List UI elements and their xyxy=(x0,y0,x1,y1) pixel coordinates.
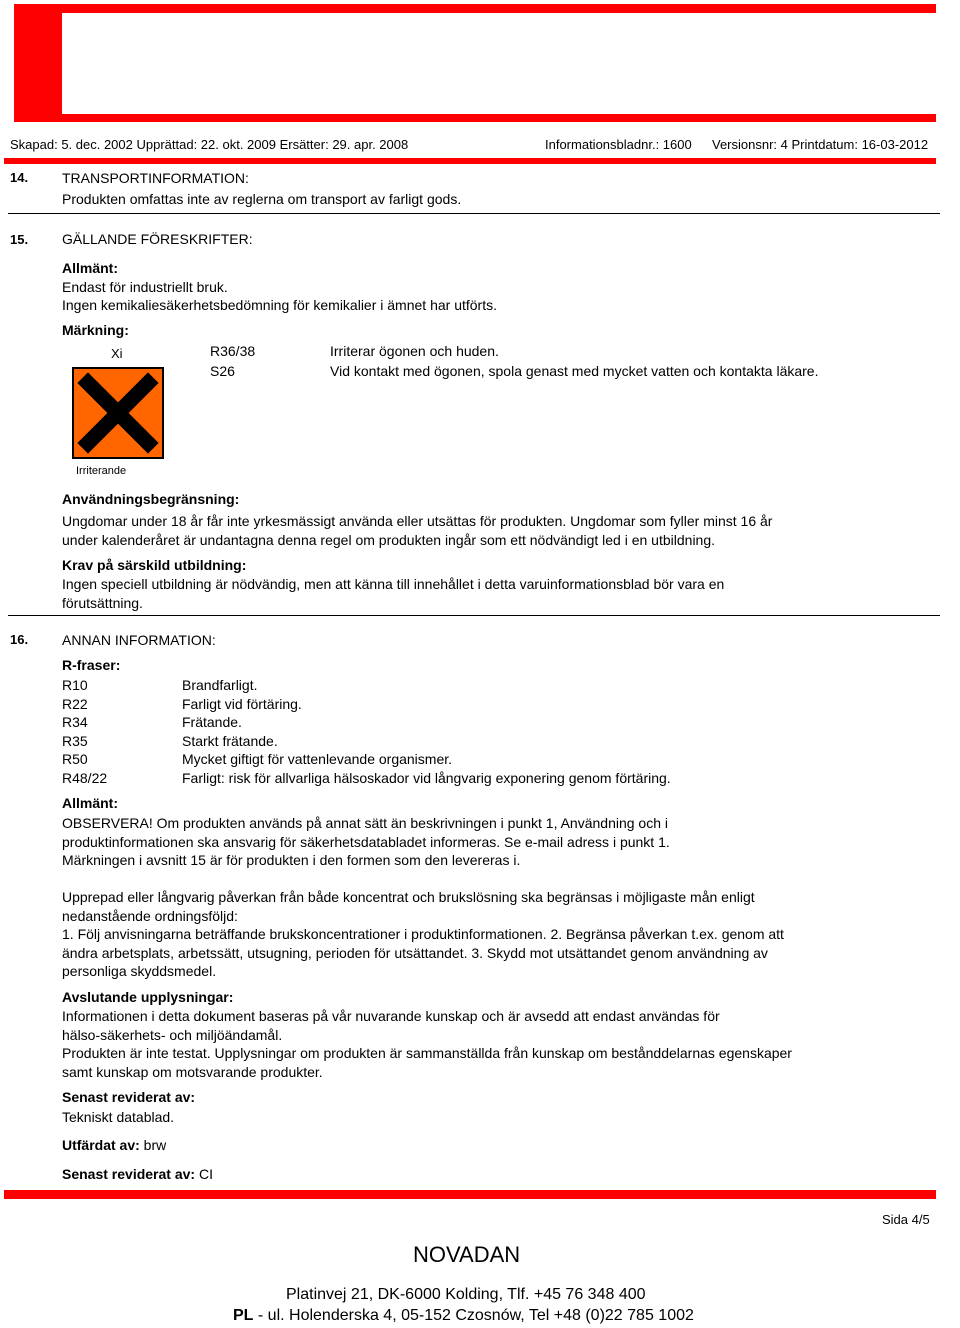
r-phrase-code: R22 xyxy=(62,695,88,712)
footer-address-pl xyxy=(233,1306,694,1326)
avslutande-line: samt kunskap om motsvarande produkter. xyxy=(62,1063,323,1080)
footer-address-dk: Platinvej 21, DK-6000 Kolding, Tlf. +45 76 348 400 xyxy=(286,1286,646,1303)
utfardat-av xyxy=(62,1136,166,1154)
footer-address-pl-rest: - ul. Holenderska 4, 05-152 Czosnów, Tel +48 (0)22 785 1002 xyxy=(253,1307,694,1324)
footer-divider xyxy=(4,1190,936,1199)
phrase-code-1: R36/38 xyxy=(210,343,256,359)
section-15-divider xyxy=(8,615,940,616)
hazard-symbol-caption: Irriterande xyxy=(76,465,127,477)
avslutande-line: hälso-säkerhets- och miljöändamål. xyxy=(62,1026,283,1043)
r-phrase-row xyxy=(62,732,671,751)
company-name: NOVADAN xyxy=(413,1242,521,1267)
r-phrase-text: Brandfarligt. xyxy=(182,677,258,693)
allmant-line: OBSERVERA! Om produkten används på annat sätt än beskrivningen i punkt 1, Användning och i xyxy=(62,815,669,831)
krav-utbildning-line-2: förutsättning. xyxy=(62,595,143,611)
allmant-line-2: Ingen kemikaliesäkerhetsbedömning för kemikalier i ämnet har utförts. xyxy=(62,297,497,313)
avslutande-paragraph xyxy=(62,1007,862,1081)
r-phrase-text: Frätande. xyxy=(182,714,242,731)
section-16-title: ANNAN INFORMATION: xyxy=(62,632,216,648)
krav-utbildning-label: Krav på särskild utbildning: xyxy=(62,557,247,573)
section-14-number: 14. xyxy=(10,170,29,185)
r-phrase-row xyxy=(62,769,671,788)
upprepad-paragraph xyxy=(62,888,862,981)
footer-address-pl-prefix: PL xyxy=(233,1307,254,1324)
r-phrase-code: R48/22 xyxy=(62,769,108,786)
allmant-label-15: Allmänt: xyxy=(62,260,118,276)
r-phrase-code: R34 xyxy=(62,714,88,731)
allmant-line-1: Endast för industriellt bruk. xyxy=(62,279,228,295)
krav-utbildning-line-1: Ingen speciell utbildning är nödvändig, men att känna till innehållet i detta varuinformationsblad bör vara en xyxy=(62,576,725,592)
header-info-number: Informationsbladnr.: 1600 xyxy=(545,137,692,152)
avslutande-line: Informationen i detta dokument baseras på vår nuvarande kunskap och är avsedd att endast användas för xyxy=(62,1008,720,1024)
avslutande-label: Avslutande upplysningar: xyxy=(62,989,234,1005)
phrase-text-1: Irriterar ögonen och huden. xyxy=(330,343,499,359)
r-phrase-row xyxy=(62,676,671,695)
r-fraser-label: R-fraser: xyxy=(62,657,121,673)
section-14-text: Produkten omfattas inte av reglerna om transport av farligt gods. xyxy=(62,191,462,207)
r-phrase-code: R35 xyxy=(62,732,88,749)
section-16-number: 16. xyxy=(10,632,29,647)
senast-reviderat-label-1: Senast reviderat av: xyxy=(62,1089,196,1105)
senast-reviderat-value-2: CI xyxy=(195,1166,213,1182)
r-phrase-code: R50 xyxy=(62,751,88,768)
header-dates: Skapad: 5. dec. 2002 Upprättad: 22. okt. 2009 Ersätter: 29. apr. 2008 xyxy=(10,137,409,152)
page-number: Sida 4/5 xyxy=(882,1212,930,1227)
r-phrase-row xyxy=(62,750,671,769)
anvandningsbegransning-line-2: under kalenderåret är undantagna denna regel om produkten ingår som ett nödvändigt led i en utbildning. xyxy=(62,532,716,548)
upprepad-line: ändra arbetsplats, arbetssätt, utsugning, perioden för utsättandet. 3. Skydd mot utsättandet genom användning av xyxy=(62,944,768,961)
section-14-title: TRANSPORTINFORMATION: xyxy=(62,170,249,186)
upprepad-line: 1. Följ anvisningarna beträffande brukskoncentrationer i produktinformationen. 2. Begränsa påverkan t.ex. genom att xyxy=(62,926,784,942)
senast-reviderat-2 xyxy=(62,1165,213,1183)
senast-reviderat-label-2: Senast reviderat av: xyxy=(62,1166,196,1182)
header-logo-bottom-bar xyxy=(14,114,936,122)
r-phrase-row xyxy=(62,695,671,714)
hazard-symbol-code: Xi xyxy=(111,346,123,361)
section-15-title: GÄLLANDE FÖRESKRIFTER: xyxy=(62,231,253,247)
utfardat-label: Utfärdat av: xyxy=(62,1137,140,1153)
header-version: Versionsnr: 4 Printdatum: 16-03-2012 xyxy=(712,137,929,152)
upprepad-line: Upprepad eller långvarig påverkan från både koncentrat och brukslösning ska begränsas i möjligaste mån enligt xyxy=(62,889,755,905)
upprepad-line: personliga skyddsmedel. xyxy=(62,963,217,979)
r-phrase-text: Farligt: risk för allvarliga hälsoskador vid långvarig exponering genom förtäring. xyxy=(182,769,671,786)
header-logo-top-bar xyxy=(14,4,936,13)
r-phrase-text: Mycket giftigt för vattenlevande organismer. xyxy=(182,751,453,768)
allmant-line: Märkningen i avsnitt 15 är för produkten i den formen som den levereras i. xyxy=(62,852,521,868)
header-divider xyxy=(4,158,936,164)
r-phrase-text: Farligt vid förtäring. xyxy=(182,695,302,712)
anvandningsbegransning-label: Användningsbegränsning: xyxy=(62,491,240,507)
r-phrase-code: R10 xyxy=(62,677,88,693)
section-14-divider xyxy=(8,213,940,214)
r-phrase-text: Starkt frätande. xyxy=(182,732,278,749)
allmant-paragraph-16 xyxy=(62,814,862,870)
anvandningsbegransning-line-1: Ungdomar under 18 år får inte yrkesmässigt använda eller utsättas för produkten. Ungdomar som fyller minst 16 år xyxy=(62,513,773,529)
section-15-number: 15. xyxy=(10,232,29,247)
utfardat-value: brw xyxy=(139,1137,167,1153)
r-phrase-row xyxy=(62,713,671,732)
r-phrase-table xyxy=(62,676,671,788)
allmant-label-16: Allmänt: xyxy=(62,795,118,811)
markning-label: Märkning: xyxy=(62,322,129,338)
header-logo-left-bar xyxy=(14,13,62,114)
phrase-code-2: S26 xyxy=(210,363,235,379)
irritant-x-icon xyxy=(72,367,164,459)
avslutande-line: Produkten är inte testat. Upplysningar om produkten är sammanställda från kunskap om bestånddelarnas egenskaper xyxy=(62,1045,792,1061)
upprepad-line: nedanstående ordningsföljd: xyxy=(62,907,238,924)
allmant-line: produktinformationen ska ansvarig för säkerhetsdatabladet informeras. Se e-mail adress i punkt 1. xyxy=(62,833,670,850)
phrase-text-2: Vid kontakt med ögonen, spola genast med mycket vatten och kontakta läkare. xyxy=(330,363,819,379)
senast-reviderat-value-1: Tekniskt datablad. xyxy=(62,1109,175,1125)
